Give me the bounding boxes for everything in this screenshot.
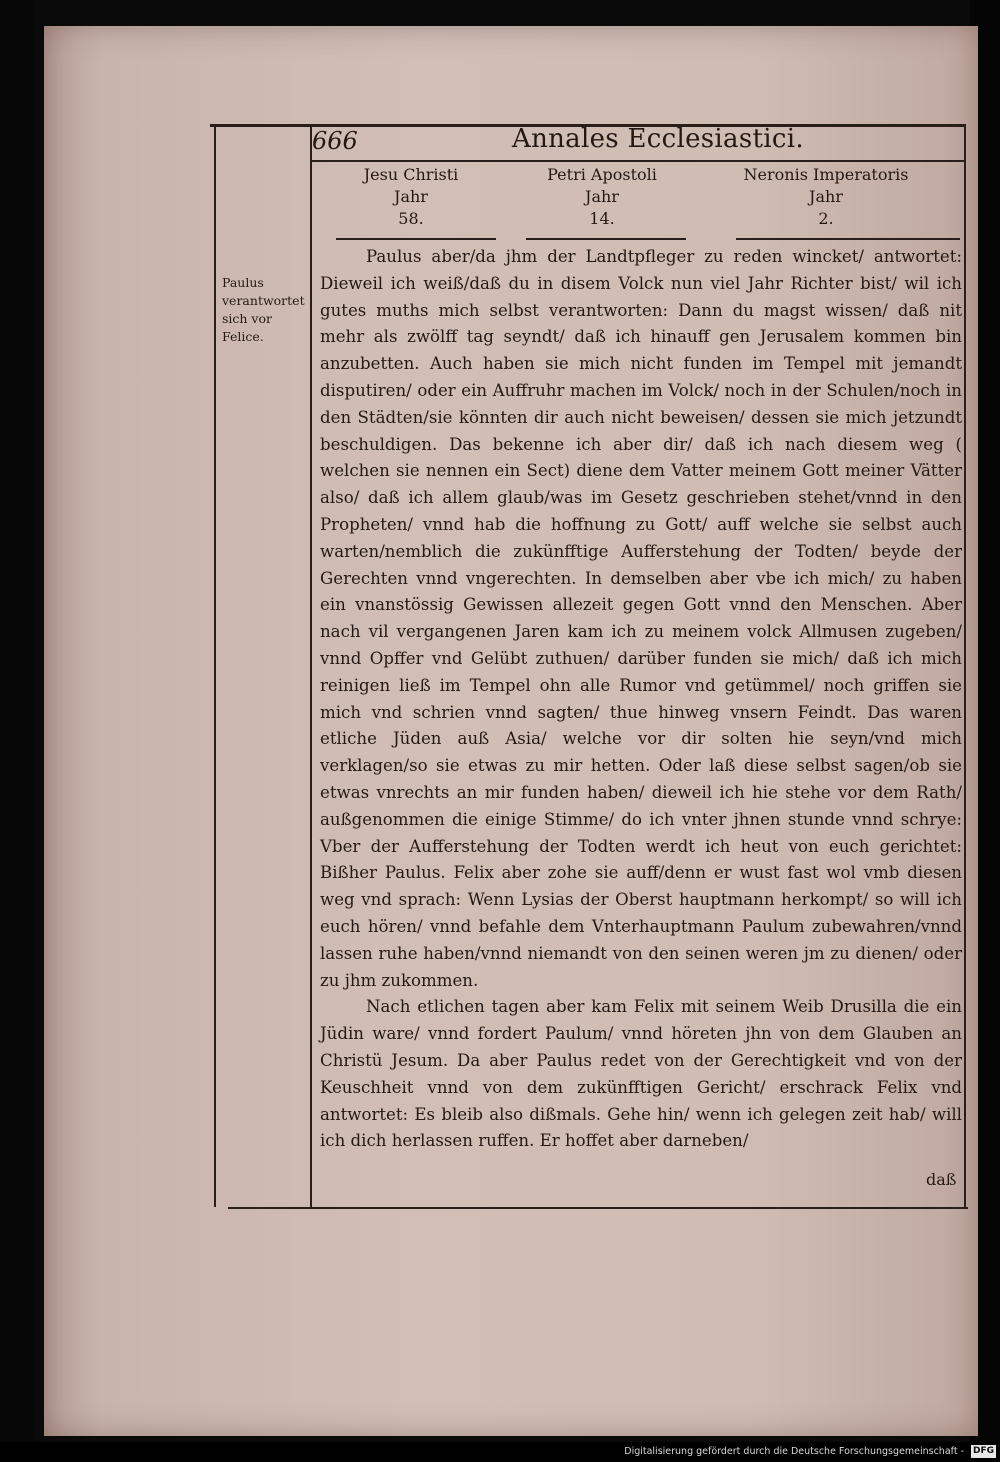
page-number: 666 — [312, 127, 358, 155]
year-column-sub: Jahr — [394, 187, 428, 206]
year-column-nero — [726, 164, 926, 230]
paragraph: Nach etlichen tagen aber kam Felix mit seinem Weib Drusilla die ein Jüdin ware/ vnnd fordert Paulum/ vnnd höreten jhn von dem Glauben an Christü Jesum. Da aber Paulus redet von der Gerechtigkeit vnd von der Keuschheit vnnd von dem zukünfftigen Gericht/ erschrack Felix vnd antwortet: Es bleib also dißmals. Gehe hin/ wenn ich gelegen zeit hab/ will ich dich herlassen ruffen. Er hoffet aber darneben/ — [320, 997, 962, 1151]
body-text — [320, 244, 962, 1155]
frame-right-rule — [964, 124, 966, 1209]
year-column-sub: Jahr — [585, 187, 619, 206]
year-column-value: 2. — [818, 209, 834, 228]
book-cover-left — [0, 0, 34, 1442]
year-rule — [736, 238, 960, 240]
footer-credit: Digitalisierung gefördert durch die Deutsche Forschungsgemeinschaft - — [624, 1446, 964, 1457]
dfg-logo-icon: DFG — [972, 1446, 994, 1456]
year-column-label: Jesu Christi — [363, 165, 459, 184]
paragraph: Paulus aber/da jhm der Landtpfleger zu reden wincket/ antwortet: Dieweil ich weiß/daß du in disem Volck nun viel Jahr Richter bist/ wil ich gutes muths mich selbst verantworten: Dann du magst wissen/ daß nit mehr als zwölff tag seyndt/ daß ich hinauff gen Jerusalem kommen bin anzubetten. Auch haben sie mich nicht funden im Tempel mit jemandt disputiren/ oder ein Auffruhr machen im Volck/ noch in der Schulen/noch in den Städten/sie könnten dir auch nicht beweisen/ dessen sie mich jetzundt beschuldigen. Das bekenne ich aber dir/ daß ich nach diesem weg ( welchen sie nennen ein Sect) diene dem Vatter meinem Gott meiner Vätter also/ daß ich allem glaub/was im Gesetz geschrieben stehet/vnnd in den Propheten/ vnnd hab die hoffnung zu Gott/ auff welche sie selbst auch warten/nemblich die zukünfftige Aufferstehung der Todten/ beyde der Gerechten vnnd vngerechten. In demselben aber vbe ich mich/ zu haben ein vnanstössig Gewissen allezeit gegen Gott vnnd den Menschen. Aber nach vil vergangenen Jaren kam ich zu meinem volck Allmusen zugeben/ vnnd Opffer vnd Gelübt zuthuen/ darüber funden sie mich/ daß ich mich reinigen ließ im Tempel ohn alle Rumor vnd getümmel/ noch griffen sie mich vnd schrien vnnd sagten/ thue hinweg vnsern Feindt. Das waren etliche Jüden auß Asia/ welche vor dir solten hie seyn/vnd mich verklagen/so sie etwas zu mir hetten. Oder laß diese selbst sagen/ob sie etwas vnrechts an mir funden haben/ dieweil ich hie stehe vor dem Rath/ außgenommen die einige Stimme/ do ich vnter jhnen stunde vnnd schrye: Vber der Aufferstehung der Todten werdt ich heut von euch gerichtet: Bißher Paulus. Felix aber zohe sie auff/denn er wust fast wol vmb diesen weg vnd sprach: Wenn Lysias der Oberst hauptmann herkompt/ so will ich euch hören/ vnnd befahle dem Vnterhauptmann Paulum zubewahren/vnnd lassen ruhe haben/vnnd niemandt von den seinen weren jm zu dienen/ oder zu jhm zukommen. — [320, 247, 962, 990]
marginal-note: Paulus verantwortet sich vor Felice. — [222, 275, 305, 344]
catchword: daß — [926, 1170, 957, 1189]
frame-left-rule — [214, 124, 216, 1207]
year-column-label: Petri Apostoli — [547, 165, 657, 184]
year-column-sub: Jahr — [809, 187, 843, 206]
frame-margin-rule — [310, 124, 312, 1209]
year-rule — [336, 238, 496, 240]
year-column-value: 58. — [398, 209, 424, 228]
year-column-peter — [522, 164, 682, 230]
year-column-value: 14. — [589, 209, 615, 228]
year-column-christ — [336, 164, 486, 230]
running-title: Annales Ecclesiastici. — [512, 124, 804, 154]
frame-bottom-rule — [228, 1207, 968, 1209]
header-rule — [312, 160, 964, 162]
year-column-label: Neronis Imperatoris — [743, 165, 909, 184]
year-rule — [526, 238, 686, 240]
